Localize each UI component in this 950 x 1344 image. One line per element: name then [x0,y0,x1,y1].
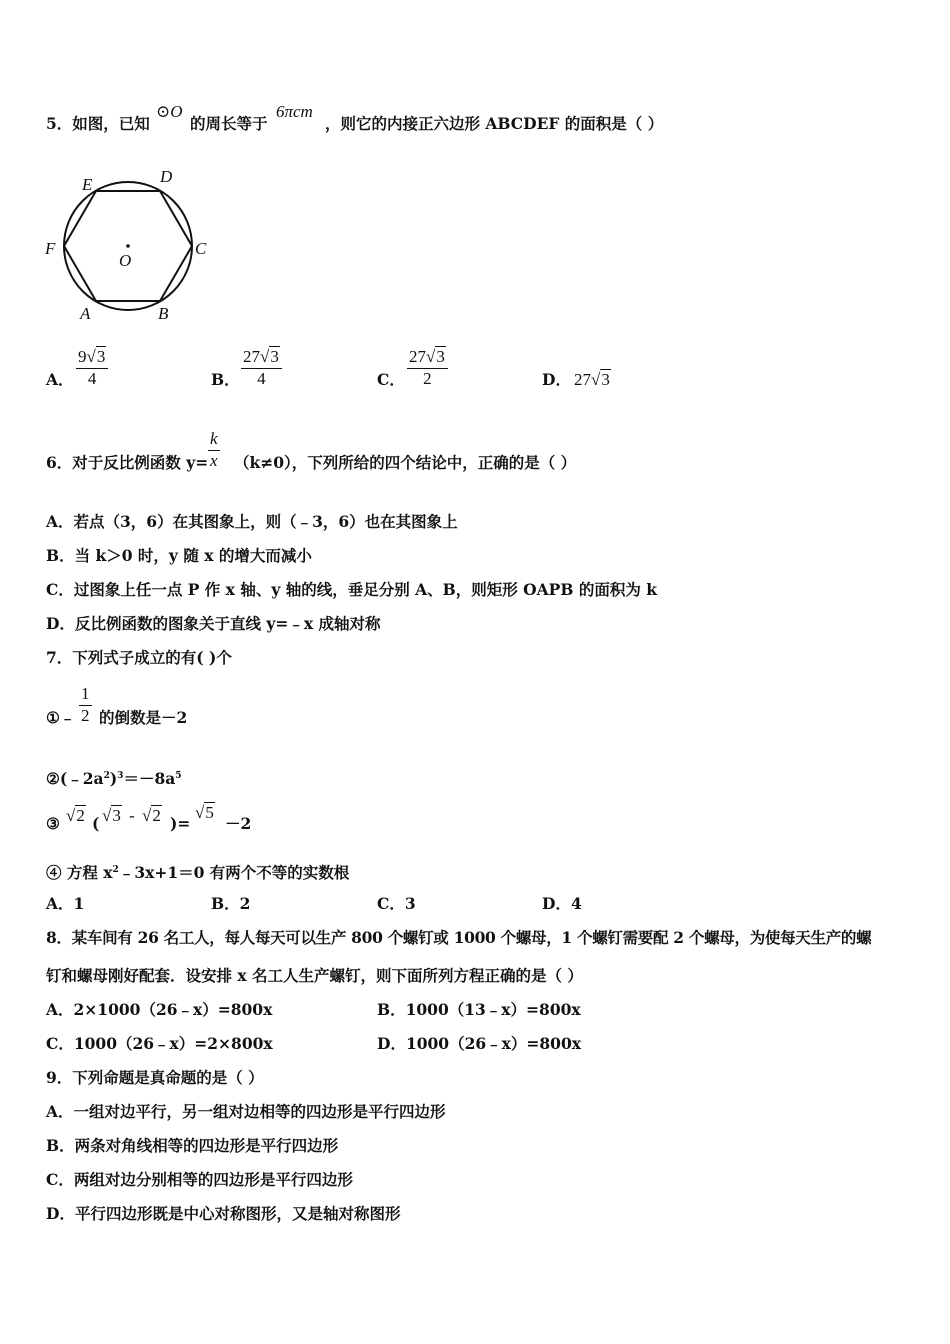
q7-item1-mark: ①﹣ [46,708,76,727]
q9-option-c: C．两组对边分别相等的四边形是平行四边形 [46,1170,353,1189]
q5-option-a-letter: A． [46,370,74,389]
q7-item3-paren-close: )= [170,814,191,833]
q7-option-d: D．4 [542,894,582,913]
q5-text-b: 的周长等于 [190,114,268,133]
q7-item1-fraction: $\frac{1}{2}$ [81,684,90,725]
q6-option-d: D．反比例函数的图象关于直线 y=﹣x 成轴对称 [46,614,381,633]
q7-item3-sqrt2b: √2 [142,806,161,825]
q6-option-c: C．过图象上任一点 P 作 x 轴、y 轴的线，垂足分别 A、B，则矩形 OAPB 的面积为 k [46,580,657,599]
q6-number: 6． [46,453,73,472]
q9-option-a: A．一组对边平行，另一组对边相等的四边形是平行四边形 [46,1102,446,1121]
q5-circle-symbol: ⊙O [156,102,183,121]
q8-option-d: D．1000（26﹣x）=800x [377,1034,581,1053]
q7-option-b: B．2 [211,894,251,913]
q7-item3-sqrt5: √5 [195,803,214,822]
label-f: F [45,239,56,258]
q6-text-a: 对于反比例函数 y= [72,453,209,472]
q6-option-b: B．当 k＞0 时，y 随 x 的增大而减小 [46,546,312,565]
q5-text-a: 如图，已知 [72,114,150,133]
q6-text-b: （k≠0），下列所给的四个结论中，正确的是（ ） [234,453,577,472]
label-o: O [119,251,132,270]
center-dot [126,244,130,248]
q5-number: 5． [46,114,73,133]
q6-fraction: $\frac{k}{x}$ [210,429,218,470]
label-c: C [195,239,207,258]
q7-stem: 7．下列式子成立的有( )个 [46,648,232,667]
q5-hexagon-figure [40,162,220,332]
q7-item3-sqrt2: √2 [66,806,85,825]
label-d: D [160,167,173,186]
q5-text-c: ，则它的内接正六边形 ABCDEF 的面积是（ ） [325,114,664,133]
q7-option-a: A．1 [46,894,85,913]
q8-option-b: B．1000（13﹣x）=800x [377,1000,581,1019]
q5-option-d-letter: D． [542,370,571,389]
q6-stem-a [46,453,208,473]
q5-option-a-value: $\frac{9√3}{4}$ [76,347,108,389]
q9-option-b: B．两条对角线相等的四边形是平行四边形 [46,1136,339,1155]
q7-item3-mark: ③ [46,814,60,833]
q5-option-d-value: 27√3 [574,370,610,389]
q5-perimeter: 6πcm [276,102,313,121]
q8-option-c: C．1000（26﹣x）=2×800x [46,1034,273,1053]
q8-stem-line2: 钉和螺母刚好配套．设安排 x 名工人生产螺钉，则下面所列方程正确的是（ ） [46,966,583,985]
q5-option-b-value: $\frac{27√3}{4}$ [241,347,282,389]
q7-item3-minus: - [129,806,135,825]
label-e: E [82,175,93,194]
q5-option-c-letter: C． [377,370,405,389]
q8-stem-line1: 8．某车间有 26 名工人，每人每天可以生产 800 个螺钉或 1000 个螺母，1 个螺钉需要配 2 个螺母，为使每天生产的螺 [46,928,872,947]
q7-item4: ④ 方程 $x^2﹣3x+1=0$ 有两个不等的实数根 [46,863,350,882]
q7-item1-text: 的倒数是－2 [99,708,188,727]
label-b: B [158,304,169,323]
label-a: A [80,304,91,323]
q9-option-d: D．平行四边形既是中心对称图形，又是轴对称图形 [46,1204,401,1223]
q7-option-c: C．3 [377,894,416,913]
q8-option-a: A．2×1000（26﹣x）=800x [46,1000,273,1019]
q5-stem [46,114,150,134]
q5-option-b-letter: B． [211,370,240,389]
q6-option-a: A．若点（3，6）在其图象上，则（﹣3，6）也在其图象上 [46,512,458,531]
q9-stem: 9．下列命题是真命题的是（ ） [46,1068,264,1087]
q5-option-c-value: $\frac{27√3}{2}$ [407,347,448,389]
q7-item3-sqrt3: √3 [102,806,121,825]
q7-item3-tail: －2 [225,814,252,833]
q7-item3-paren-open: ( [92,814,100,833]
q7-item2: $②(﹣2a^2)^3=-8a^5$ [46,769,182,788]
